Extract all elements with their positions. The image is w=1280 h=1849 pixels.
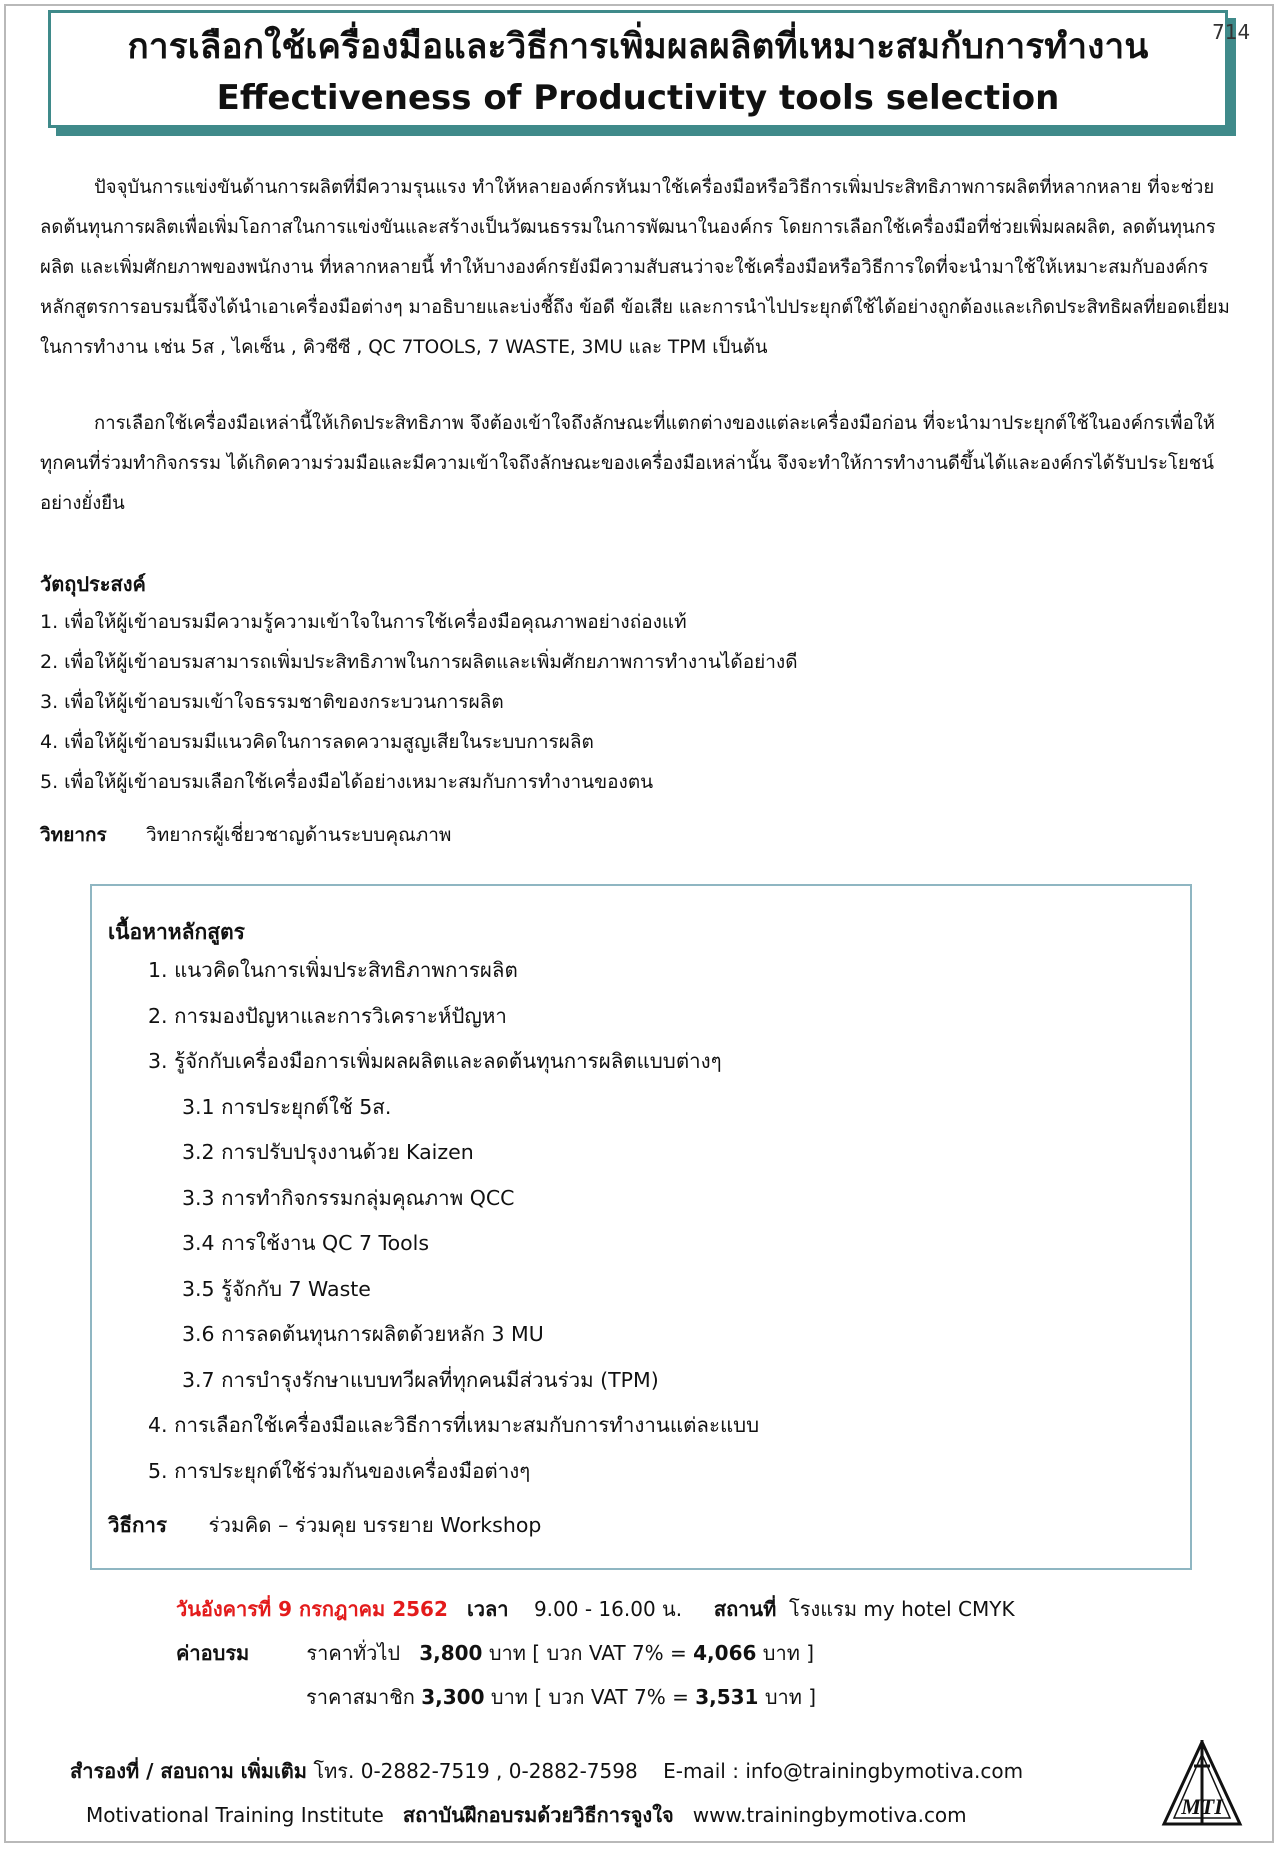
website-link[interactable]: www.trainingbymotiva.com [692, 1803, 967, 1827]
objective-item: 3. เพื่อให้ผู้เข้าอบรมเข้าใจธรรมชาติของกระบวนการผลิต [40, 691, 504, 713]
intro-paragraph-1 [40, 168, 1234, 368]
title-banner [48, 10, 1228, 128]
content-item: 4. การเลือกใช้เครื่องมือและวิธีการที่เหมาะสมกับการทำงานแต่ละแบบ [148, 1413, 760, 1437]
method-row [108, 1509, 541, 1542]
intro-p1-text: ปัจจุบันการแข่งขันด้านการผลิตที่มีความรุนแรง ทำให้หลายองค์กรหันมาใช้เครื่องมือหรือวิธีการเพิ่มประสิทธิภาพการผลิตที่หลากหลาย ที่จะช่วยลดต้นทุนการผลิตเพื่อเพิ่มโอกาสในการแข่งขันและสร้างเป็นวัฒนธรรมในการพัฒนาในองค์กร โดยการเลือกใช้เครื่องมือที่ช่วยเพิ่มผลผลิต, ลดต้นทุนกรผลิต และเพิ่มศักยภาพของพนักงาน ที่หลากหลายนี้ ทำให้บางองค์กรยังมีความสับสนว่าจะใช้เครื่องมือหรือวิธีการใดที่จะนำมาใช้ให้เหมาะสมกับองค์กร หลักสูตรการอบรมนี้จึงได้นำเอาเครื่องมือต่างๆ มาอธิบายและบ่งชี้ถึง ข้อดี ข้อเสีย และการนำไปประยุกต์ใช้ได้อย่างถูกต้องและเกิดประสิทธิผลที่ยอดเยี่ยมในการทำงาน เช่น 5ส , ไคเซ็น , คิวซีซี , QC 7TOOLS, 7 WASTE, 3MU และ TPM เป็นต้น [40, 177, 1230, 358]
member-price-label: ราคาสมาชิก [306, 1685, 415, 1709]
content-subitem: 3.3 การทำกิจกรรมกลุ่มคุณภาพ QCC [182, 1185, 515, 1210]
member-vat-text: บาท [ บวก VAT 7% = [490, 1685, 689, 1709]
objectives-list [40, 602, 798, 802]
page-number: 714 [1212, 20, 1251, 44]
content-item: 2. การมองปัญหาและการวิเคราะห์ปัญหา [148, 1003, 507, 1028]
course-date: วันอังคารที่ 9 กรกฎาคม 2562 [176, 1597, 448, 1621]
content-item: 3. รู้จักกับเครื่องมือการเพิ่มผลผลิตและลดต้นทุนการผลิตแบบต่างๆ [148, 1049, 722, 1073]
lecturer-label: วิทยากร [40, 824, 107, 846]
contact-email[interactable]: E-mail : info@trainingbymotiva.com [663, 1759, 1024, 1783]
time-label: เวลา [466, 1597, 509, 1621]
course-content-box [90, 884, 1192, 1570]
general-price-label: ราคาทั่วไป [306, 1641, 401, 1665]
contact-row [70, 1755, 1023, 1787]
title-thai: การเลือกใช้เครื่องมือและวิธีการเพิ่มผลผลิตที่เหมาะสมกับการทำงาน [127, 27, 1149, 67]
fee-general-row [176, 1637, 814, 1669]
objectives-heading: วัตถุประสงค์ [40, 572, 146, 596]
org-name-en: Motivational Training Institute [86, 1803, 384, 1827]
contact-label: สำรองที่ / สอบถาม เพิ่มเติม [70, 1759, 307, 1783]
intro-paragraph-2 [40, 404, 1234, 524]
time-value: 9.00 - 16.00 น. [533, 1597, 683, 1621]
content-list [92, 948, 759, 1494]
member-tail: บาท ] [764, 1685, 817, 1709]
fee-member-row [306, 1681, 816, 1713]
general-vat-text: บาท [ บวก VAT 7% = [488, 1641, 687, 1665]
org-name-th: สถาบันฝึกอบรมด้วยวิธีการจูงใจ [402, 1803, 674, 1827]
member-price: 3,300 [421, 1685, 485, 1709]
content-subitem: 3.6 การลดต้นทุนการผลิตด้วยหลัก 3 MU [182, 1322, 544, 1346]
content-subitem: 3.4 การใช้งาน QC 7 Tools [182, 1231, 430, 1255]
contact-phone: โทร. 0-2882-7519 , 0-2882-7598 [313, 1759, 638, 1783]
content-heading: เนื้อหาหลักสูตร [108, 920, 245, 944]
general-total: 4,066 [693, 1641, 757, 1665]
method-label: วิธีการ [108, 1513, 167, 1537]
title-english: Effectiveness of Productivity tools selection [216, 78, 1060, 118]
content-subitem: 3.2 การปรับปรุงงานด้วย Kaizen [182, 1140, 474, 1164]
content-subitem: 3.5 รู้จักกับ 7 Waste [182, 1276, 371, 1301]
content-item: 5. การประยุกต์ใช้ร่วมกันของเครื่องมือต่างๆ [148, 1458, 531, 1483]
content-subitem: 3.1 การประยุกต์ใช้ 5ส. [182, 1094, 392, 1119]
method-value: ร่วมคิด – ร่วมคุย บรรยาย Workshop [208, 1513, 542, 1537]
objective-item: 5. เพื่อให้ผู้เข้าอบรมเลือกใช้เครื่องมือได้อย่างเหมาะสมกับการทำงานของตน [40, 771, 654, 793]
fee-label: ค่าอบรม [176, 1641, 250, 1665]
objective-item: 4. เพื่อให้ผู้เข้าอบรมมีแนวคิดในการลดความสูญเสียในระบบการผลิต [40, 731, 594, 753]
place-value: โรงแรม my hotel CMYK [788, 1597, 1015, 1621]
mti-logo-icon [1160, 1740, 1244, 1828]
logo-text: MTI [1181, 1794, 1223, 1819]
general-tail: บาท ] [762, 1641, 815, 1665]
content-subitem: 3.7 การบำรุงรักษาแบบทวีผลที่ทุกคนมีส่วนร่วม (TPM) [182, 1367, 659, 1392]
general-price: 3,800 [419, 1641, 483, 1665]
place-label: สถานที่ [713, 1597, 777, 1621]
lecturer-value: วิทยากรผู้เชี่ยวชาญด้านระบบคุณภาพ [146, 824, 452, 846]
member-total: 3,531 [695, 1685, 759, 1709]
intro-p2-text: การเลือกใช้เครื่องมือเหล่านี้ให้เกิดประสิทธิภาพ จึงต้องเข้าใจถึงลักษณะที่แตกต่างของแต่ละเครื่องมือก่อน ที่จะนำมาประยุกต์ใช้ในองค์กรเพื่อให้ทุกคนที่ร่วมทำกิจกรรม ได้เกิดความร่วมมือและมีความเข้าใจถึงลักษณะของเครื่องมือเหล่านั้น จึงจะทำให้การทำงานดีขึ้นได้และองค์กรได้รับประโยชน์อย่างยั่งยืน [40, 413, 1215, 514]
lecturer-row [40, 820, 451, 850]
objective-item: 2. เพื่อให้ผู้เข้าอบรมสามารถเพิ่มประสิทธิภาพในการผลิตและเพิ่มศักยภาพการทำงานได้อย่างดี [40, 651, 798, 673]
footer-row [86, 1799, 967, 1831]
objective-item: 1. เพื่อให้ผู้เข้าอบรมมีความรู้ความเข้าใจในการใช้เครื่องมือคุณภาพอย่างถ่องแท้ [40, 611, 687, 633]
schedule-row [176, 1593, 1015, 1625]
content-item: 1. แนวคิดในการเพิ่มประสิทธิภาพการผลิต [148, 958, 518, 982]
